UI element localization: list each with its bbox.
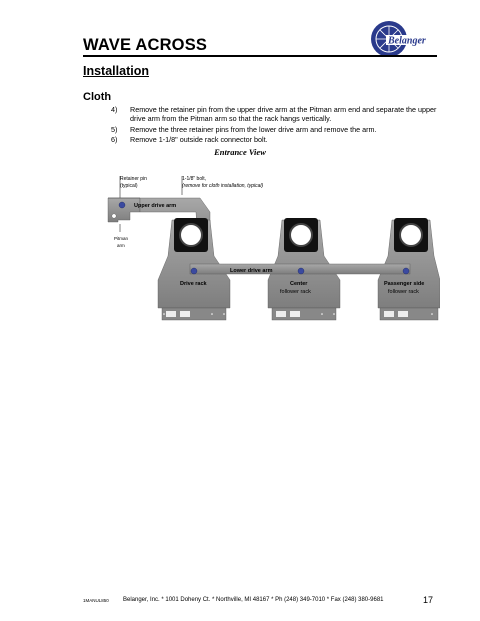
pitman-arm [108,198,140,222]
retainer-pin-2 [298,268,304,274]
footer-address: Belanger, Inc. * 1001 Doheny Ct. * Northville, MI 48167 * Ph (248) 349-7010 * Fax (248) 380-9681 [123,597,384,603]
step-text: Remove 1-1/8" outside rack connector bolt. [130,134,268,144]
lower-drive-arm-label: Lower drive arm [230,268,273,274]
rack-diagram [100,168,440,336]
step-text: Remove the retainer pin from the upper drive arm at the Pitman arm end and separate the upper drive arm from the Pitman arm so that the rack hangs vertically. [130,105,437,124]
step-item [111,105,441,124]
center-rack-label-sub: follower rack [280,289,311,295]
callout-retainer-sub: (typical) [120,183,138,189]
callout-bolt-sub: (remove for cloth installation, typical) [182,183,264,189]
pitman-label: Pitman [114,236,129,241]
retainer-pin-upper [119,202,125,208]
pitman-hole [112,214,116,218]
drive-rack-label: Drive rack [180,281,207,287]
pitman-label-sub: arm [117,243,125,248]
step-text: Remove the three retainer pins from the lower drive arm and remove the arm. [130,124,377,134]
center-rack-label: Center [290,281,308,287]
step-list [111,105,441,145]
passenger-rack-label-sub: follower rack [388,289,419,295]
svg-text:Belanger: Belanger [388,35,426,47]
retainer-pin-1 [191,268,197,274]
page-title: WAVE ACROSS [83,36,208,54]
callout-retainer-label: Retainer pin [120,176,147,182]
figure-caption: Entrance View [214,147,266,157]
callout-bolt-label: 1-1/8" bolt, [182,176,207,182]
passenger-rack-label: Passenger side [384,281,425,287]
footer-code: 1MANUL850 [83,598,109,603]
upper-drive-arm-label: Upper drive arm [134,203,177,209]
step-item [111,125,441,134]
step-number: 5) [111,124,118,134]
belanger-logo [368,18,436,60]
step-number: 6) [111,134,118,144]
title-rule [83,55,437,57]
step-number: 4) [111,105,118,114]
retainer-pin-3 [403,268,409,274]
subsection-heading: Cloth [83,91,112,103]
step-item [111,135,441,144]
section-heading: Installation [83,64,149,78]
page-number: 17 [423,595,434,605]
